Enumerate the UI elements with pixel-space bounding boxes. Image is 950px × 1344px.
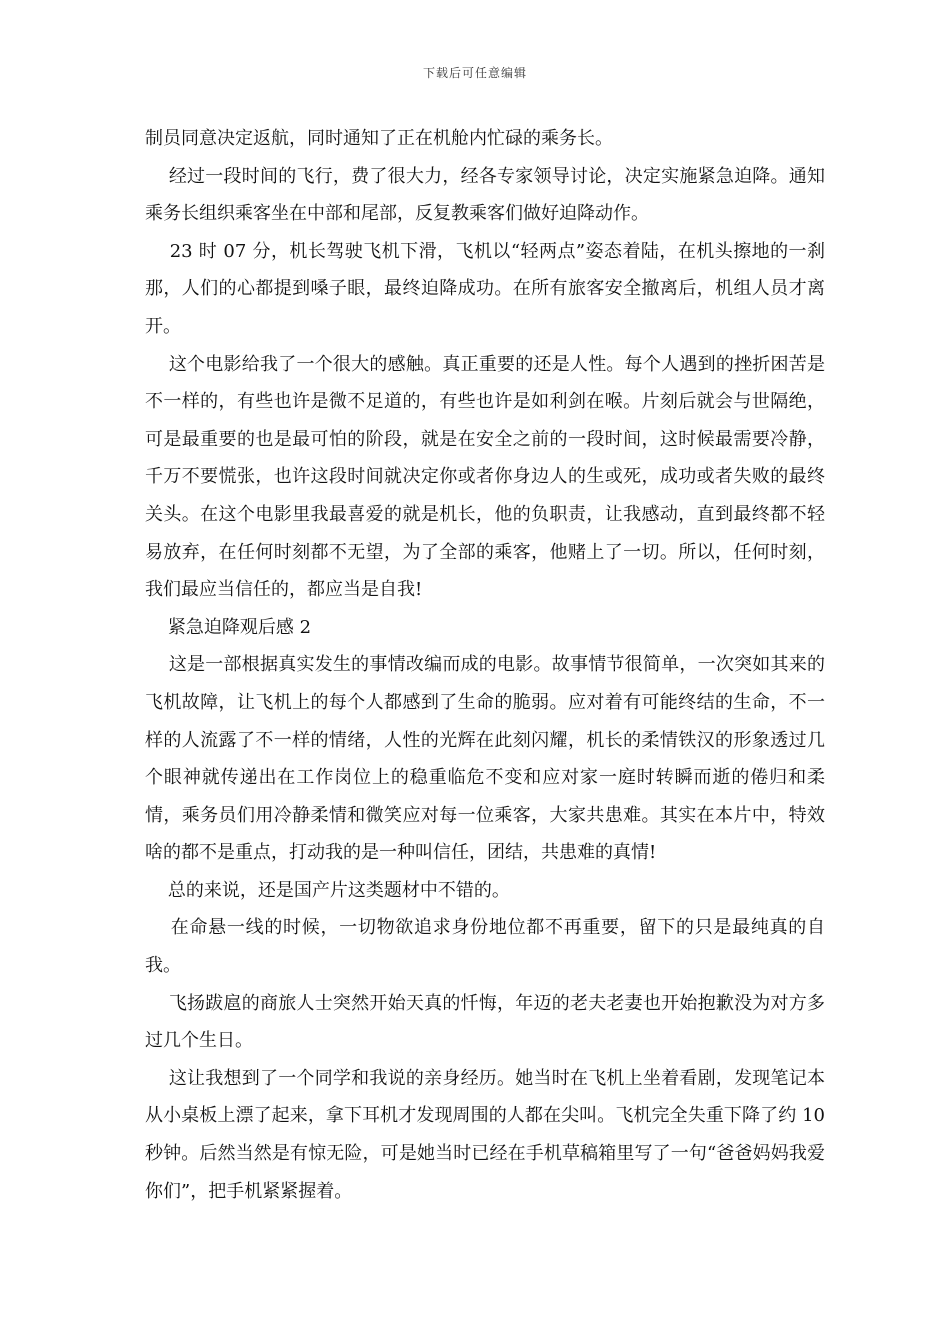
page-header: 下载后可任意编辑 bbox=[422, 66, 527, 80]
paragraph: 这是一部根据真实发生的事情改编而成的电影。故事情节很简单，一次突如其来的飞机故障，让飞机上的每个人都感到了生命的脆弱。应对着有可能终结的生命，不一样的人流露了不一样的情绪，人性的光辉在此刻闪耀，机长的柔情铁汉的形象透过几个眼神就传递出在工作岗位上的稳重临危不变和应对家一庭时转瞬而逝的倦归和柔情，乘务员们用冷静柔情和微笑应对每一位乘客，大家共患难。其实在本片中，特效啥的都不是重点，打动我的是一种叫信任，团结，共患难的真情! bbox=[145, 654, 825, 864]
paragraph: 这让我想到了一个同学和我说的亲身经历。她当时在飞机上坐着看剧，发现笔记本从小桌板上漂了起来，拿下耳机才发现周围的人都在尖叫。飞机完全失重下降了约 10 秒钟。后然当然是有惊无险，可是她当时已经在手机草稿箱里写了一句“爸爸妈妈我爱你们”，把手机紧紧握着。 bbox=[145, 1067, 831, 1202]
paragraph: 总的来说，还是国产片这类题材中不错的。 bbox=[145, 879, 510, 901]
section-heading: 紧急迫降观后感 2 bbox=[145, 616, 312, 638]
paragraph: 这个电影给我了一个很大的感触。真正重要的还是人性。每个人遇到的挫折困苦是不一样的，有些也许是微不足道的，有些也许是如利剑在喉。片刻后就会与世隔绝，可是最重要的也是最可怕的阶段，就是在安全之前的一段时间，这时候最需要冷静，千万不要慌张，也许这段时间就决定你或者你身边人的生或死，成功或者失败的最终关头。在这个电影里我最喜爱的就是机长，他的负职责，让我感动，直到最终都不轻易放弃，在任何时刻都不无望，为了全部的乘客，他赌上了一切。所以，任何时刻，我们最应当信任的，都应当是自我! bbox=[145, 353, 825, 601]
document-body bbox=[145, 120, 831, 1210]
paragraph: 制员同意决定返航，同时通知了正在机舱内忙碌的乘务长。 bbox=[145, 128, 613, 149]
paragraph: 23 时 07 分，机长驾驶飞机下滑，飞机以“轻两点”姿态着陆，在机头擦地的一刹那，人们的心都提到嗓子眼，最终迫降成功。在所有旅客安全撤离后，机组人员才离开。 bbox=[145, 240, 826, 337]
paragraph: 经过一段时间的飞行，费了很大力，经各专家领导讨论，决定实施紧急迫降。通知乘务长组织乘客坐在中部和尾部，反复教乘客们做好迫降动作。 bbox=[145, 165, 825, 225]
paragraph: 飞扬跋扈的商旅人士突然开始天真的忏悔，年迈的老夫老妻也开始抱歉没为对方多过几个生日。 bbox=[145, 992, 825, 1052]
paragraph: 在命悬一线的时候，一切物欲追求身份地位都不再重要，留下的只是最纯真的自我。 bbox=[145, 917, 826, 977]
